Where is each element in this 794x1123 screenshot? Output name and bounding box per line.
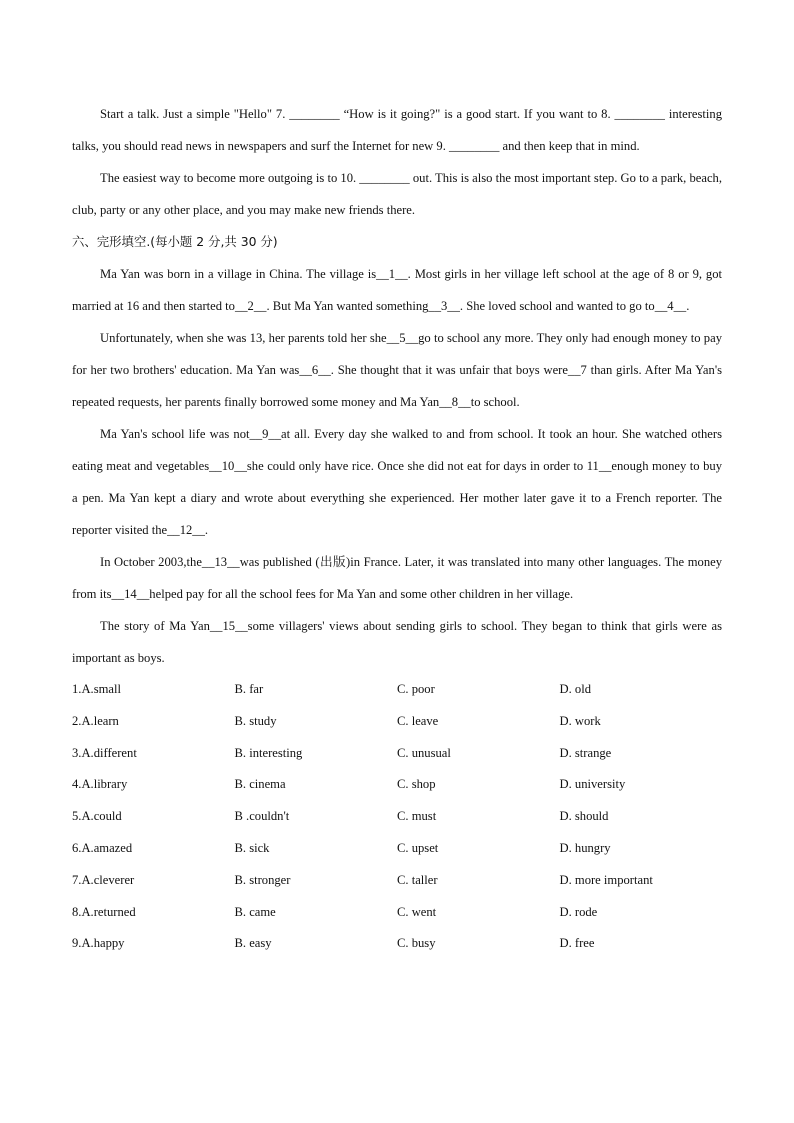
- cloze-paragraph-2: Unfortunately, when she was 13, her parents told her she__5__go to school any more. They only had enough money to pay for her two brothers' education. Ma Yan was__6__. She thought that it was unfair that boys were__7 than girls. After Ma Yan's repeated requests, her parents finally borrowed some money and Ma Yan__8__to school.: [72, 331, 722, 409]
- option-c: C. must: [397, 809, 437, 824]
- option-b: B. interesting: [234, 745, 303, 760]
- option-d: D. should: [559, 809, 609, 824]
- option-c: C. shop: [397, 777, 436, 792]
- option-row: [72, 897, 722, 929]
- cloze-paragraph-4: In October 2003,the__13__was published (出版)in France. Later, it was translated into many other languages. The money from its__14__helped pay for all the school fees for Ma Yan and some other children in her village.: [72, 555, 722, 601]
- option-d: D. work: [559, 713, 601, 728]
- option-a: 7.A.cleverer: [72, 872, 135, 887]
- option-a: 2.A.learn: [72, 713, 119, 728]
- option-b: B. cinema: [234, 777, 286, 792]
- cloze-paragraph-5: The story of Ma Yan__15__some villagers' views about sending girls to school. They began to think that girls were as important as boys.: [72, 619, 722, 665]
- option-row: [72, 865, 722, 897]
- option-a: 9.A.happy: [72, 936, 125, 951]
- option-c: C. poor: [397, 682, 435, 696]
- option-d: D. more important: [559, 872, 653, 887]
- option-a: 1.A.small: [72, 682, 121, 696]
- option-d: D. rode: [559, 904, 598, 919]
- option-d: D. old: [559, 682, 591, 696]
- option-d: D. hungry: [559, 840, 611, 855]
- option-b: B .couldn't: [234, 809, 290, 824]
- cloze-paragraph-1: Ma Yan was born in a village in China. The village is__1__. Most girls in her village left school at the age of 8 or 9, got married at 16 and then started to__2__. But Ma Yan wanted something__3__. She loved school and wanted to go to__4__.: [72, 267, 722, 313]
- document-content: [72, 98, 722, 960]
- option-b: B. stronger: [234, 872, 291, 887]
- option-c: C. unusual: [397, 745, 451, 760]
- option-c: C. went: [397, 904, 437, 919]
- reading-paragraph-2: The easiest way to become more outgoing is to 10. ________ out. This is also the most important step. Go to a park, beach, club, party or any other place, and you may make new friends there.: [72, 171, 722, 217]
- option-b: B. far: [234, 682, 264, 696]
- option-row: [72, 928, 722, 960]
- option-b: B. study: [234, 713, 277, 728]
- option-c: C. leave: [397, 713, 439, 728]
- option-d: D. university: [559, 777, 626, 792]
- option-b: B. sick: [234, 840, 270, 855]
- option-b: B. came: [234, 904, 276, 919]
- option-c: C. taller: [397, 872, 438, 887]
- option-row: [72, 769, 722, 801]
- option-row: [72, 738, 722, 770]
- option-c: C. busy: [397, 936, 436, 951]
- option-a: 6.A.amazed: [72, 840, 133, 855]
- option-a: 3.A.different: [72, 745, 137, 760]
- section-title: 六、完形填空.(每小题 2 分,共 30 分): [72, 234, 278, 249]
- option-a: 4.A.library: [72, 777, 128, 792]
- option-a: 8.A.returned: [72, 904, 136, 919]
- cloze-paragraph-3: Ma Yan's school life was not__9__at all. Every day she walked to and from school. It took an hour. She watched others eating meat and vegetables__10__she could only have rice. Once she did not eat for days in order to 11__enough money to buy a pen. Ma Yan kept a diary and wrote about everything she experienced. Her mother later gave it to a French reporter. The reporter visited the__12__.: [72, 427, 722, 537]
- option-row: [72, 674, 722, 706]
- option-row: [72, 706, 722, 738]
- reading-paragraph-1: Start a talk. Just a simple "Hello" 7. ________ “How is it going?" is a good start. If you want to 8. ________ interesting talks, you should read news in newspapers and surf the Internet for new 9. ________ and then keep that in mind.: [72, 107, 722, 153]
- options-list: [72, 674, 722, 960]
- option-a: 5.A.could: [72, 809, 122, 824]
- option-c: C. upset: [397, 840, 439, 855]
- option-d: D. strange: [559, 745, 612, 760]
- option-row: [72, 801, 722, 833]
- option-b: B. easy: [234, 936, 272, 951]
- option-d: D. free: [559, 936, 595, 951]
- option-row: [72, 833, 722, 865]
